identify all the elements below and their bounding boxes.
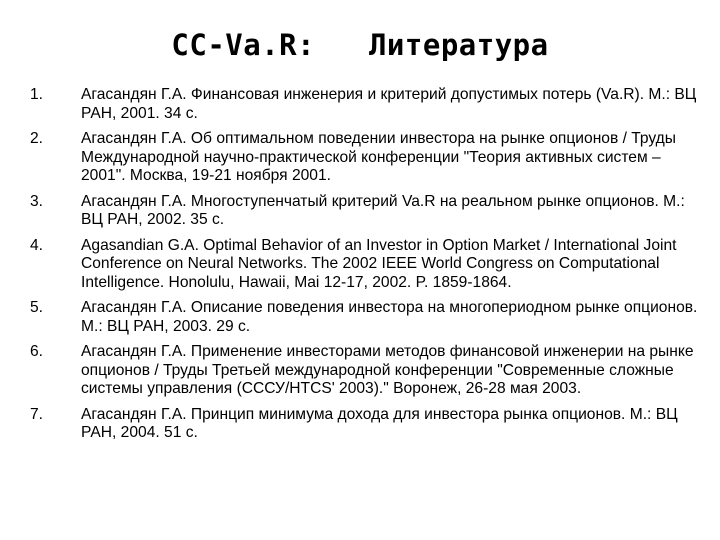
reference-text: Агасандян Г.А. Финансовая инженерия и критерий допустимых потерь (Va.R). М.: ВЦ РАН, 2001. 34 с.	[81, 86, 697, 122]
reference-text: Агасандян Г.А. Многоступенчатый критерий Va.R на реальном рынке опционов. М.: ВЦ РАН, 2002. 35 с.	[81, 192, 685, 228]
reference-text: Агасандян Г.А. Об оптимальном поведении инвестора на рынке опционов / Труды Международной научно-практической конференции "Теория активных систем – 2001". Москва, 19-21 ноября 2001.	[81, 130, 676, 184]
reference-item	[30, 406, 700, 443]
reference-number: 1.	[30, 86, 44, 103]
reference-item	[30, 86, 700, 123]
reference-number: 4.	[30, 236, 44, 254]
reference-item	[30, 237, 700, 293]
reference-text: Агасандян Г.А. Описание поведения инвестора на многопериодном рынке опционов. М.: ВЦ РАН, 2003. 29 с.	[81, 299, 698, 335]
reference-item	[30, 299, 700, 336]
reference-number: 6.	[30, 343, 44, 360]
reference-text: Агасандян Г.А. Применение инвесторами методов финансовой инженерии на рынке опционов / Труды Третьей международной конференции "Современные сложные системы управления (СССУ/HTCS' 2003)." Воронеж, 26-28 мая 2003.	[81, 343, 694, 397]
reference-number: 5.	[30, 299, 44, 316]
reference-text: Agasandian G.A. Optimal Behavior of an Investor in Option Market / International Joint Conference on Neural Networks. The 2002 IEEE World Congress on Computational Intelligence. Honolulu, Hawaii, Mai 12-17, 2002. P. 1859-1864.	[81, 236, 677, 291]
reference-number: 3.	[30, 192, 44, 210]
reference-text: Агасандян Г.А. Принцип минимума дохода для инвестора рынка опционов. М.: ВЦ РАН, 2004. 51 с.	[81, 405, 678, 441]
reference-list	[30, 86, 700, 443]
reference-item	[30, 130, 700, 186]
reference-item	[30, 193, 700, 230]
reference-number: 2.	[30, 130, 44, 147]
reference-item	[30, 343, 700, 399]
reference-number: 7.	[30, 405, 44, 423]
slide-title: CC-Va.R: Литература	[171, 28, 549, 62]
